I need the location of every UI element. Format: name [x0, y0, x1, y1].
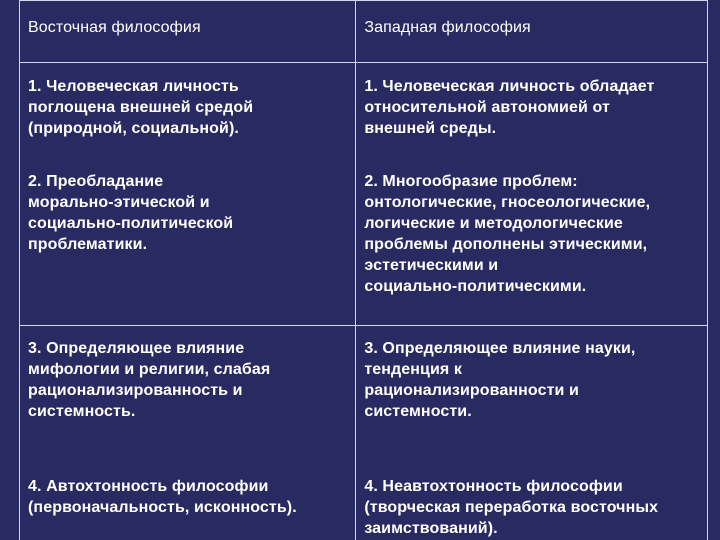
table-row	[20, 326, 708, 540]
header-east-philosophy: Восточная философия	[20, 1, 356, 63]
east-point-3: 3. Определяющее влияние мифологии и религии, слабая рационализированность и системность.	[28, 340, 271, 420]
comparison-table	[19, 0, 708, 540]
cell-west-group-2	[356, 326, 708, 540]
west-point-2: 2. Многообразие проблем: онтологические, гносеологические, логические и методологические проблемы дополнены этическими, эстетическими и социально-политическими.	[364, 173, 651, 295]
cell-west-group-1	[356, 63, 708, 326]
table-row	[20, 63, 708, 326]
header-west-philosophy: Западная философия	[356, 1, 708, 63]
west-point-4: 4. Неавтохтонность философии (творческая переработка восточных заимствований).	[364, 478, 659, 537]
table-header-row	[20, 1, 708, 63]
west-point-1: 1. Человеческая личность обладает относительной автономией от внешней среды.	[364, 78, 655, 137]
cell-east-group-2	[20, 326, 356, 540]
east-point-4: 4. Автохтонность философии (первоначальность, исконность).	[28, 478, 297, 516]
east-point-2: 2. Преобладание морально-этической и социально-политической проблематики.	[28, 173, 234, 253]
west-point-3: 3. Определяющее влияние науки, тенденция к рационализированности и системности.	[364, 340, 636, 420]
east-point-1: 1. Человеческая личность поглощена внешней средой (природной, социальной).	[28, 78, 254, 137]
cell-east-group-1	[20, 63, 356, 326]
